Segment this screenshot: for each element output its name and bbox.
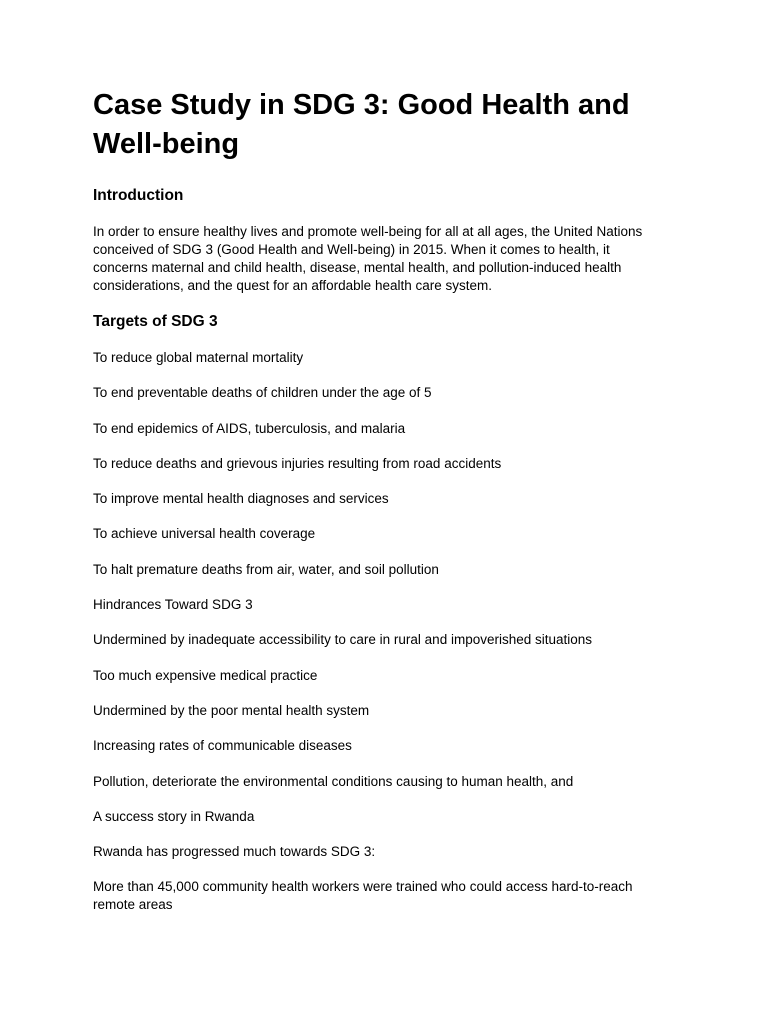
success-story-heading-line: A success story in Rwanda bbox=[93, 808, 255, 824]
introduction-paragraph: In order to ensure healthy lives and promote well-being for all at all ages, the United Nations conceived of SDG 3 (Good Health and Well-being) in 2015. When it comes to health, it concerns maternal and child health, disease, mental health, and pollution-induced health considerations, and the quest for an affordable health care system. bbox=[93, 224, 643, 293]
hindrance-line: Pollution, deteriorate the environmental conditions causing to human health, and bbox=[93, 773, 574, 789]
target-line: To improve mental health diagnoses and services bbox=[93, 491, 389, 507]
targets-heading: Targets of SDG 3 bbox=[93, 313, 218, 330]
target-line: To achieve universal health coverage bbox=[93, 526, 316, 542]
hindrances-heading-line: Hindrances Toward SDG 3 bbox=[93, 597, 253, 613]
hindrance-line: Too much expensive medical practice bbox=[93, 667, 318, 683]
target-line: To reduce global maternal mortality bbox=[93, 350, 304, 365]
hindrance-line: Undermined by the poor mental health system bbox=[93, 702, 370, 718]
target-line: To end preventable deaths of children under the age of 5 bbox=[93, 385, 432, 401]
hindrance-line: Increasing rates of communicable diseases bbox=[93, 738, 352, 754]
success-story-line: More than 45,000 community health workers were trained who could access hard-to-reach remote areas bbox=[93, 879, 633, 913]
introduction-heading: Introduction bbox=[93, 187, 184, 204]
document-title: Case Study in SDG 3: Good Health and Well-being bbox=[93, 89, 630, 160]
target-line: To end epidemics of AIDS, tuberculosis, and malaria bbox=[93, 420, 406, 436]
success-story-line: Rwanda has progressed much towards SDG 3: bbox=[93, 844, 376, 860]
content-lines bbox=[93, 349, 675, 914]
target-line: To halt premature deaths from air, water, and soil pollution bbox=[93, 561, 439, 577]
target-line: To reduce deaths and grievous injuries resulting from road accidents bbox=[93, 455, 502, 471]
hindrance-line: Undermined by inadequate accessibility to care in rural and impoverished situations bbox=[93, 632, 593, 648]
